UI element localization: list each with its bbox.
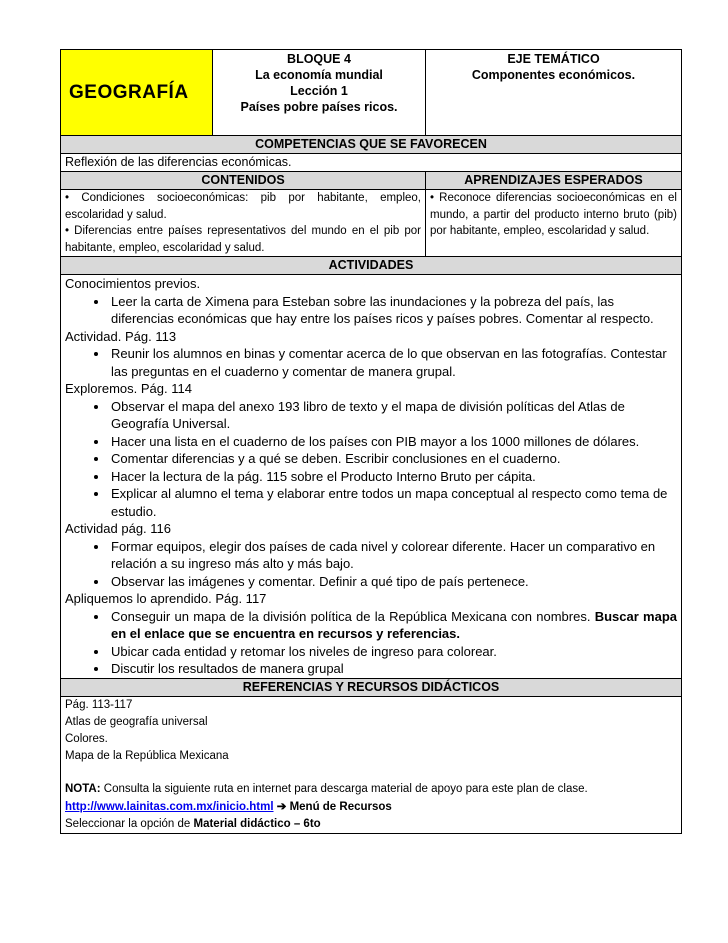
leccion-label: Lección 1 bbox=[290, 84, 348, 98]
subject-title: GEOGRAFÍA bbox=[61, 50, 213, 136]
referencias-cell bbox=[61, 696, 682, 833]
referencias-heading-row bbox=[61, 678, 682, 696]
list-item: • Ubicar cada entidad y retomar los niveles de ingreso para colorear. bbox=[109, 643, 677, 661]
section-list bbox=[65, 608, 677, 678]
section-list bbox=[65, 538, 677, 591]
bloque-label: BLOQUE 4 bbox=[287, 52, 351, 66]
lesson-plan-table bbox=[60, 49, 682, 834]
nota-text: Consulta la siguiente ruta en internet para descarga material de apoyo para este plan de clase. bbox=[100, 783, 588, 796]
section-list bbox=[65, 293, 677, 328]
section-list bbox=[65, 345, 677, 380]
contenidos-heading-row bbox=[61, 172, 682, 190]
menu-recursos-label: Menú de Recursos bbox=[289, 800, 392, 813]
reference-line: Mapa de la República Mexicana bbox=[65, 750, 229, 763]
nota-line bbox=[65, 781, 677, 798]
section-list bbox=[65, 398, 677, 521]
actividades-heading-row bbox=[61, 257, 682, 275]
reference-line: Pág. 113-117 bbox=[65, 698, 133, 711]
referencias-heading: REFERENCIAS Y RECURSOS DIDÁCTICOS bbox=[61, 678, 682, 696]
aprendizajes-heading: APRENDIZAJES ESPERADOS bbox=[426, 172, 682, 190]
contenidos-item: • Condiciones socioeconómicas: pib por habitante, empleo, escolaridad y salud. bbox=[65, 192, 421, 221]
arrow-right-icon: ➔ bbox=[276, 800, 287, 813]
competencias-text: Reflexión de las diferencias económicas. bbox=[61, 154, 682, 172]
section-title: Exploremos. Pág. 114 bbox=[65, 381, 192, 396]
contenidos-row bbox=[61, 190, 682, 257]
leccion-title: Países pobre países ricos. bbox=[240, 100, 398, 114]
list-item: • Hacer la lectura de la pág. 115 sobre el Producto Interno Bruto per cápita. bbox=[109, 468, 677, 486]
select-line bbox=[65, 816, 677, 833]
select-text: Seleccionar la opción de bbox=[65, 817, 194, 830]
list-item: • Leer la carta de Ximena para Esteban sobre las inundaciones y la pobreza del país, las diferencias económicas que hay entre los países ricos y países pobres. Comentar al respecto. bbox=[109, 293, 677, 328]
eje-label: EJE TEMÁTICO bbox=[507, 52, 600, 66]
list-item-text: Conseguir un mapa de la división política de la República Mexicana con nombres. bbox=[111, 608, 591, 624]
actividades-row bbox=[61, 275, 682, 679]
nota-label: NOTA: bbox=[65, 783, 101, 796]
url-line bbox=[65, 799, 677, 816]
bold-note: Buscar mapa en el enlace que se encuentra en recursos y referencias. bbox=[111, 608, 677, 641]
aprendizajes-cell bbox=[426, 190, 682, 257]
section-title: Apliquemos lo aprendido. Pág. 117 bbox=[65, 591, 267, 606]
competencias-row bbox=[61, 154, 682, 172]
section-title: Conocimientos previos. bbox=[65, 276, 201, 291]
aprendizajes-text: • Reconoce diferencias socioeconómicas en el mundo, a partir del producto interno bruto (pib) por habitante, empleo, escolaridad y salud. bbox=[430, 192, 677, 237]
list-item bbox=[109, 608, 677, 643]
list-item: • Hacer una lista en el cuaderno de los países con PIB mayor a los 1000 millones de dólares. bbox=[109, 433, 677, 451]
bloque-title: La economía mundial bbox=[255, 68, 383, 82]
reference-line: Atlas de geografía universal bbox=[65, 715, 208, 728]
resource-link[interactable]: http://www.lainitas.com.mx/inicio.html bbox=[65, 800, 274, 813]
reference-line: Colores. bbox=[65, 732, 108, 745]
competencias-heading: COMPETENCIAS QUE SE FAVORECEN bbox=[61, 136, 682, 154]
competencias-heading-row bbox=[61, 136, 682, 154]
select-option: Material didáctico – 6to bbox=[193, 817, 321, 830]
header-row bbox=[61, 50, 682, 136]
list-item: • Reunir los alumnos en binas y comentar acerca de lo que observan en las fotografías. Contestar las preguntas en el cuaderno y comentar de manera grupal. bbox=[109, 345, 677, 380]
contenidos-item: • Diferencias entre países representativos del mundo en el pib por habitante, empleo, escolaridad y salud. bbox=[65, 225, 421, 254]
eje-value: Componentes económicos. bbox=[471, 68, 636, 82]
spacer bbox=[65, 765, 677, 781]
contenidos-cell bbox=[61, 190, 426, 257]
bloque-cell bbox=[213, 50, 426, 136]
eje-cell bbox=[426, 50, 682, 136]
actividades-cell bbox=[61, 275, 682, 679]
section-title: Actividad pág. 116 bbox=[65, 521, 171, 536]
referencias-row bbox=[61, 696, 682, 833]
section-title: Actividad. Pág. 113 bbox=[65, 328, 177, 344]
actividades-heading: ACTIVIDADES bbox=[61, 257, 682, 275]
list-item: • Observar el mapa del anexo 193 libro de texto y el mapa de división políticas del Atlas de Geografía Universal. bbox=[109, 398, 677, 433]
list-item: • Explicar al alumno el tema y elaborar entre todos un mapa conceptual al respecto como tema de estudio. bbox=[109, 485, 677, 520]
list-item: • Formar equipos, elegir dos países de cada nivel y colorear diferente. Hacer un comparativo en relación a su ingreso más alto y más bajo. bbox=[109, 538, 677, 573]
list-item: • Observar las imágenes y comentar. Definir a qué tipo de país pertenece. bbox=[109, 573, 677, 591]
list-item: • Discutir los resultados de manera grupal bbox=[109, 660, 677, 678]
list-item: • Comentar diferencias y a qué se deben. Escribir conclusiones en el cuaderno. bbox=[109, 450, 677, 468]
contenidos-heading: CONTENIDOS bbox=[61, 172, 426, 190]
